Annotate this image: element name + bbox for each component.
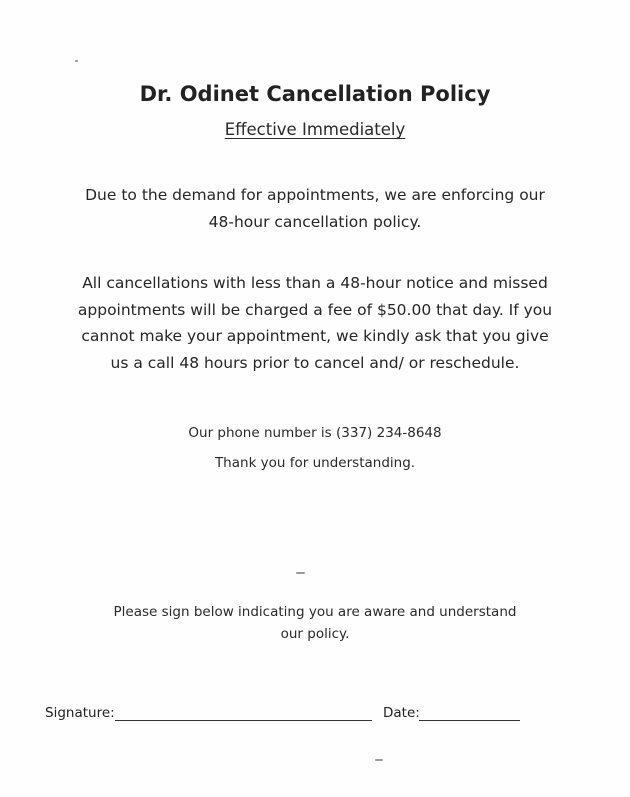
date-line-field[interactable] bbox=[419, 720, 520, 721]
paragraph-line: appointments will be charged a fee of $50.00 that day. If you bbox=[77, 300, 553, 319]
paragraph-line: Due to the demand for appointments, we are enforcing our bbox=[85, 186, 545, 204]
effective-subtitle: Effective Immediately bbox=[224, 120, 406, 139]
signature-line-field[interactable] bbox=[115, 720, 372, 721]
paragraph-line: 48-hour cancellation policy. bbox=[208, 212, 422, 231]
phone-number-line: Our phone number is (337) 234-8648 bbox=[188, 425, 442, 441]
scan-speck bbox=[296, 572, 305, 574]
sign-instruction-line: Please sign below indicating you are aware and understand bbox=[113, 604, 517, 620]
paragraph-line: us a call 48 hours prior to cancel and/ or reschedule. bbox=[110, 353, 520, 372]
sign-instruction bbox=[0, 601, 630, 645]
signature-label: Signature: bbox=[45, 705, 115, 721]
page-title: Dr. Odinet Cancellation Policy bbox=[139, 82, 491, 106]
paragraph-line: cannot make your appointment, we kindly ask that you give bbox=[81, 327, 549, 345]
scan-speck bbox=[75, 60, 78, 62]
policy-fee-paragraph bbox=[0, 270, 630, 376]
date-label: Date: bbox=[383, 705, 420, 721]
sign-instruction-line: our policy. bbox=[280, 626, 350, 642]
paragraph-line: All cancellations with less than a 48-hour notice and missed bbox=[82, 274, 548, 292]
thanks-line: Thank you for understanding. bbox=[214, 455, 416, 471]
policy-intro-paragraph bbox=[0, 182, 630, 235]
scan-speck bbox=[375, 759, 383, 761]
